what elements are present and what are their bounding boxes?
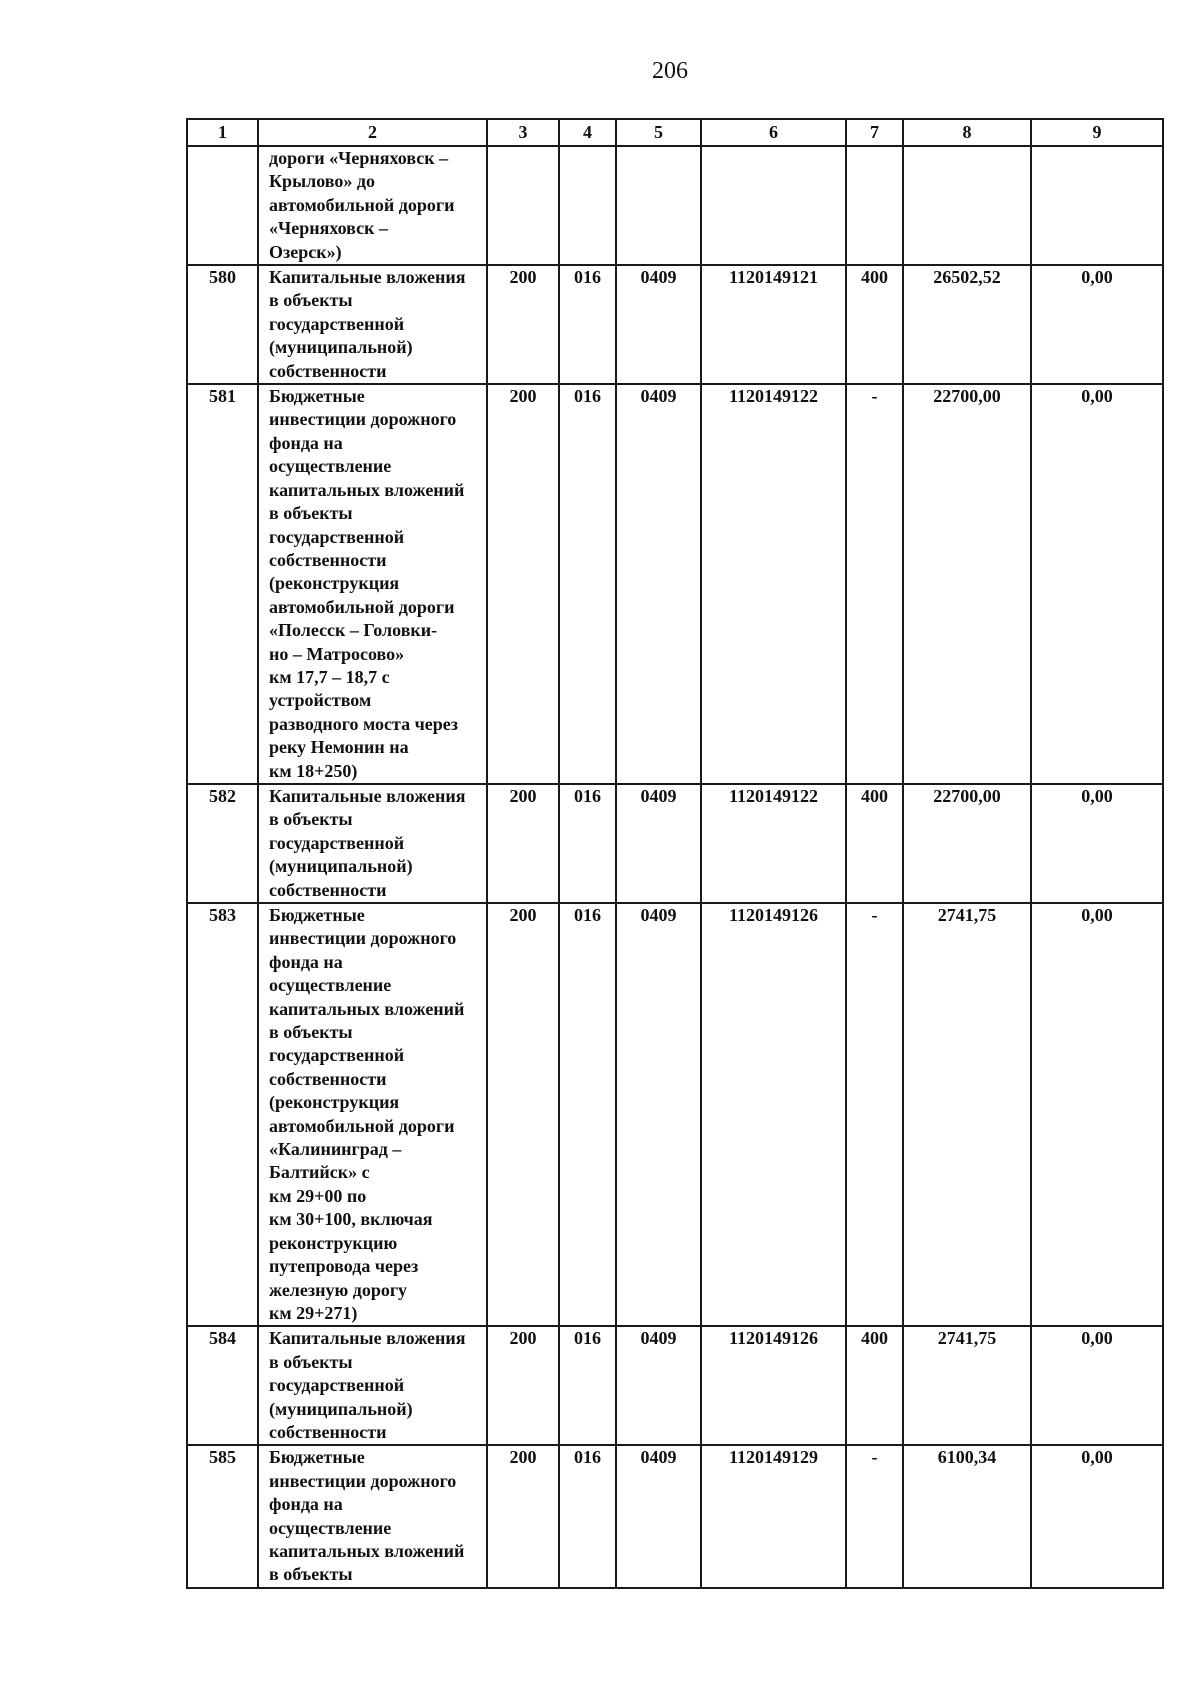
cell-col4: 016: [559, 384, 616, 784]
cell-col6: 1120149122: [701, 384, 846, 784]
cell-col8: [903, 146, 1031, 265]
cell-col8: 2741,75: [903, 1326, 1031, 1445]
cell-col5: 0409: [616, 265, 701, 384]
cell-col9: 0,00: [1031, 903, 1163, 1326]
cell-col6: 1120149122: [701, 784, 846, 903]
cell-col6: [701, 146, 846, 265]
cell-col3: 200: [487, 1326, 559, 1445]
header-cell: 8: [903, 119, 1031, 146]
cell-col7: -: [846, 384, 903, 784]
cell-col3: 200: [487, 1445, 559, 1587]
cell-col5: 0409: [616, 903, 701, 1326]
row-description: дороги «Черняховск – Крылово» до автомобильной дороги «Черняховск – Озерск»): [258, 146, 487, 265]
header-cell: 3: [487, 119, 559, 146]
cell-col9: 0,00: [1031, 384, 1163, 784]
row-description: Бюджетные инвестиции дорожного фонда на осуществление капитальных вложений в объекты: [258, 1445, 487, 1587]
cell-col3: 200: [487, 384, 559, 784]
budget-table-container: [186, 118, 1164, 1589]
cell-col8: 6100,34: [903, 1445, 1031, 1587]
cell-col9: 0,00: [1031, 265, 1163, 384]
page-number: 206: [652, 58, 688, 84]
row-description: Капитальные вложения в объекты государственной (муниципальной) собственности: [258, 784, 487, 903]
table-row: [187, 903, 1163, 1326]
cell-col7: 400: [846, 265, 903, 384]
row-number: 584: [187, 1326, 258, 1445]
cell-col5: 0409: [616, 784, 701, 903]
cell-col8: 22700,00: [903, 384, 1031, 784]
header-row: [187, 119, 1163, 146]
cell-col6: 1120149126: [701, 903, 846, 1326]
header-cell: 6: [701, 119, 846, 146]
cell-col7: -: [846, 903, 903, 1326]
header-cell: 4: [559, 119, 616, 146]
cell-col9: 0,00: [1031, 1326, 1163, 1445]
header-cell: 2: [258, 119, 487, 146]
header-cell: 7: [846, 119, 903, 146]
row-number: 581: [187, 384, 258, 784]
header-cell: 1: [187, 119, 258, 146]
row-description: Бюджетные инвестиции дорожного фонда на осуществление капитальных вложений в объекты государственной собственности (реконструкция автомобильной дороги «Полесск – Головки- но – Матросово» км 17,7 – 18,7 с устройством разводного моста через реку Немонин на км 18+250): [258, 384, 487, 784]
cell-col3: [487, 146, 559, 265]
cell-col4: 016: [559, 265, 616, 384]
cell-col3: 200: [487, 784, 559, 903]
cell-col3: 200: [487, 265, 559, 384]
budget-table: [186, 118, 1164, 1589]
table-row: [187, 146, 1163, 265]
cell-col5: 0409: [616, 384, 701, 784]
cell-col9: 0,00: [1031, 784, 1163, 903]
header-cell: 5: [616, 119, 701, 146]
row-number: 583: [187, 903, 258, 1326]
row-number: 580: [187, 265, 258, 384]
cell-col4: [559, 146, 616, 265]
table-row: [187, 384, 1163, 784]
cell-col8: 2741,75: [903, 903, 1031, 1326]
row-number: 582: [187, 784, 258, 903]
row-number: 585: [187, 1445, 258, 1587]
cell-col4: 016: [559, 784, 616, 903]
cell-col7: 400: [846, 1326, 903, 1445]
cell-col4: 016: [559, 1326, 616, 1445]
table-row: [187, 1445, 1163, 1587]
cell-col7: [846, 146, 903, 265]
cell-col6: 1120149121: [701, 265, 846, 384]
cell-col9: [1031, 146, 1163, 265]
row-description: Капитальные вложения в объекты государственной (муниципальной) собственности: [258, 265, 487, 384]
cell-col5: 0409: [616, 1445, 701, 1587]
cell-col8: 22700,00: [903, 784, 1031, 903]
cell-col5: 0409: [616, 1326, 701, 1445]
row-description: Бюджетные инвестиции дорожного фонда на осуществление капитальных вложений в объекты государственной собственности (реконструкция автомобильной дороги «Калининград – Балтийск» с км 29+00 по км 30+100, включая реконструкцию путепровода через железную дорогу км 29+271): [258, 903, 487, 1326]
cell-col8: 26502,52: [903, 265, 1031, 384]
cell-col4: 016: [559, 1445, 616, 1587]
row-description: Капитальные вложения в объекты государственной (муниципальной) собственности: [258, 1326, 487, 1445]
cell-col4: 016: [559, 903, 616, 1326]
cell-col7: 400: [846, 784, 903, 903]
cell-col3: 200: [487, 903, 559, 1326]
cell-col6: 1120149126: [701, 1326, 846, 1445]
row-number: [187, 146, 258, 265]
table-row: [187, 784, 1163, 903]
header-cell: 9: [1031, 119, 1163, 146]
cell-col9: 0,00: [1031, 1445, 1163, 1587]
cell-col5: [616, 146, 701, 265]
table-row: [187, 1326, 1163, 1445]
table-row: [187, 265, 1163, 384]
cell-col6: 1120149129: [701, 1445, 846, 1587]
cell-col7: -: [846, 1445, 903, 1587]
